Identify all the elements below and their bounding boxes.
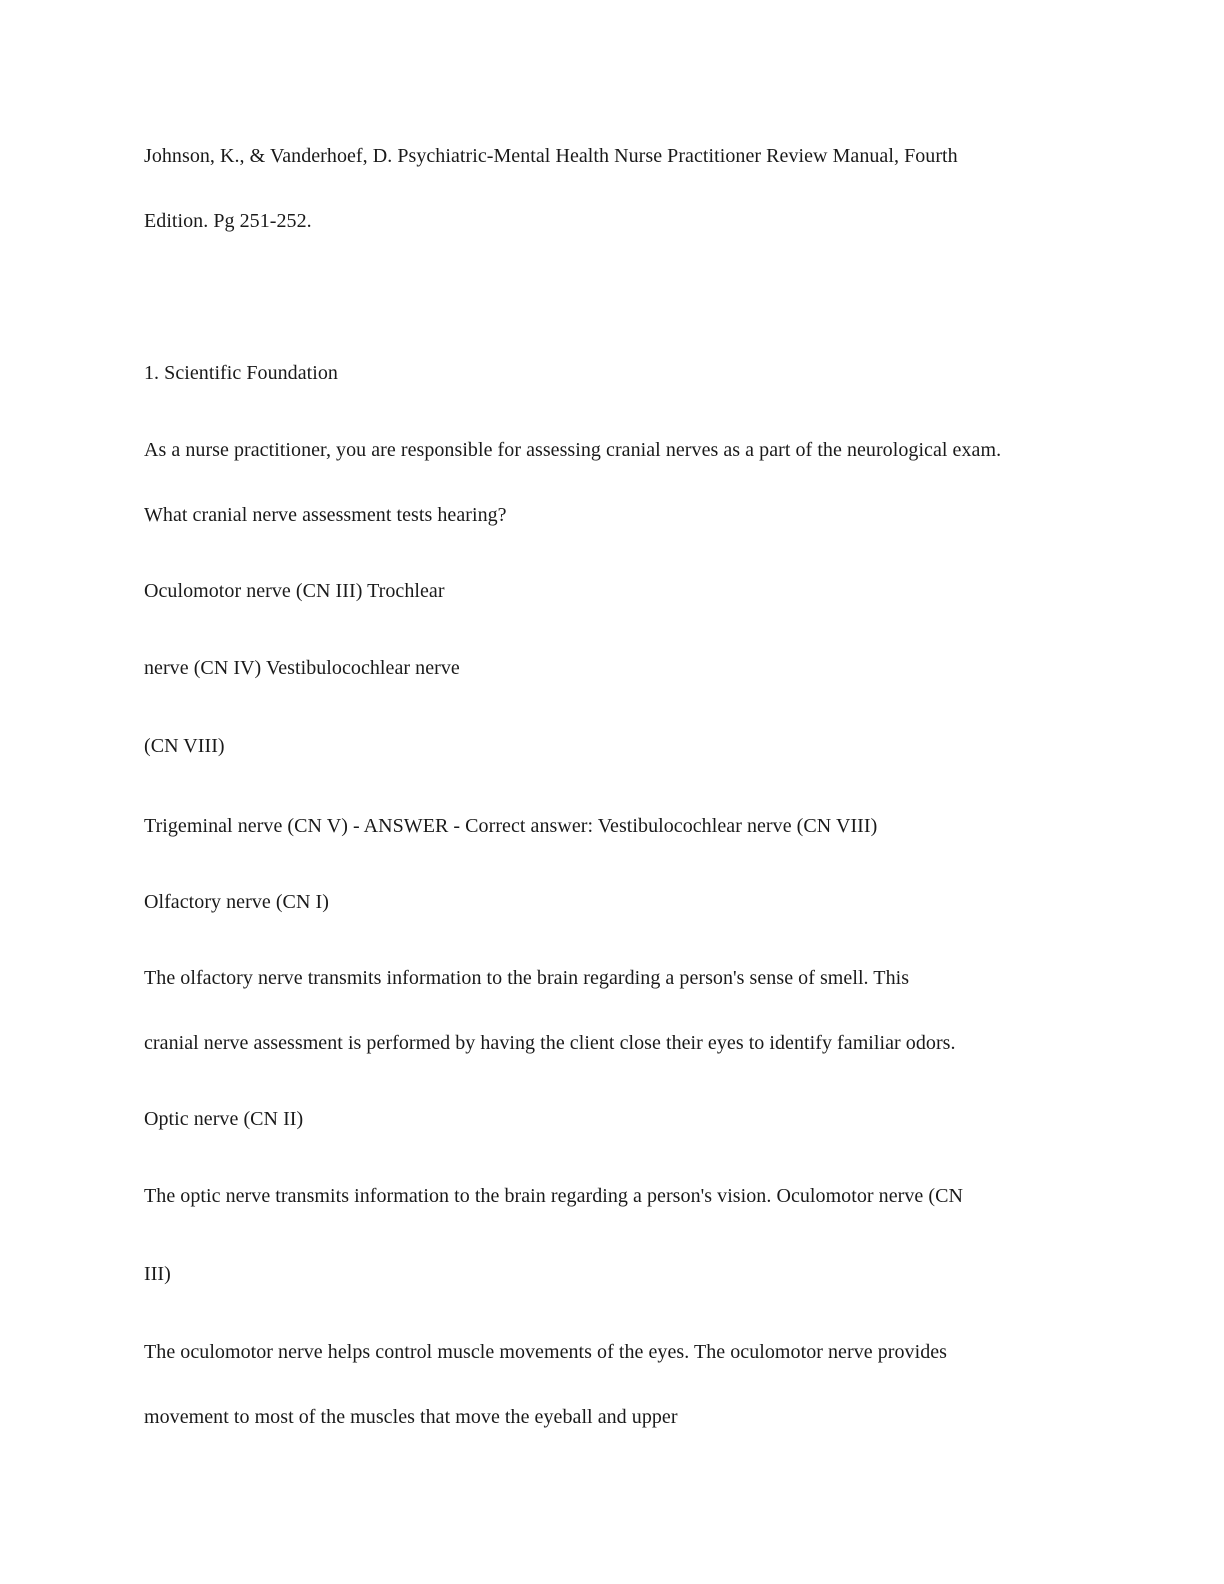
question-line-1: As a nurse practitioner, you are responsible for assessing cranial nerves as a part of the neurological exam. — [144, 439, 1002, 461]
oculomotor-line-2: movement to most of the muscles that move the eyeball and upper — [144, 1406, 678, 1428]
section-heading: 1. Scientific Foundation — [144, 362, 338, 384]
oculomotor-line-1: The oculomotor nerve helps control muscle movements of the eyes. The oculomotor nerve provides — [144, 1341, 947, 1363]
options-line-2: nerve (CN IV) Vestibulocochlear nerve — [144, 657, 460, 679]
answer-line: Trigeminal nerve (CN V) - ANSWER - Correct answer: Vestibulocochlear nerve (CN VIII) — [144, 815, 878, 837]
reference-line-1: Johnson, K., & Vanderhoef, D. Psychiatric-Mental Health Nurse Practitioner Review Manual, Fourth — [144, 145, 958, 167]
optic-title: Optic nerve (CN II) — [144, 1108, 304, 1130]
options-line-3: (CN VIII) — [144, 735, 225, 757]
optic-line-1: The optic nerve transmits information to the brain regarding a person's vision. Oculomotor nerve (CN — [144, 1185, 963, 1207]
question-line-2: What cranial nerve assessment tests hearing? — [144, 504, 507, 526]
olfactory-line-2: cranial nerve assessment is performed by having the client close their eyes to identify familiar odors. — [144, 1032, 956, 1054]
olfactory-line-1: The olfactory nerve transmits information to the brain regarding a person's sense of smell. This — [144, 967, 910, 989]
options-line-1: Oculomotor nerve (CN III) Trochlear — [144, 580, 445, 602]
optic-line-2: III) — [144, 1263, 171, 1285]
olfactory-title: Olfactory nerve (CN I) — [144, 891, 329, 913]
reference-line-2: Edition. Pg 251-252. — [144, 210, 312, 232]
